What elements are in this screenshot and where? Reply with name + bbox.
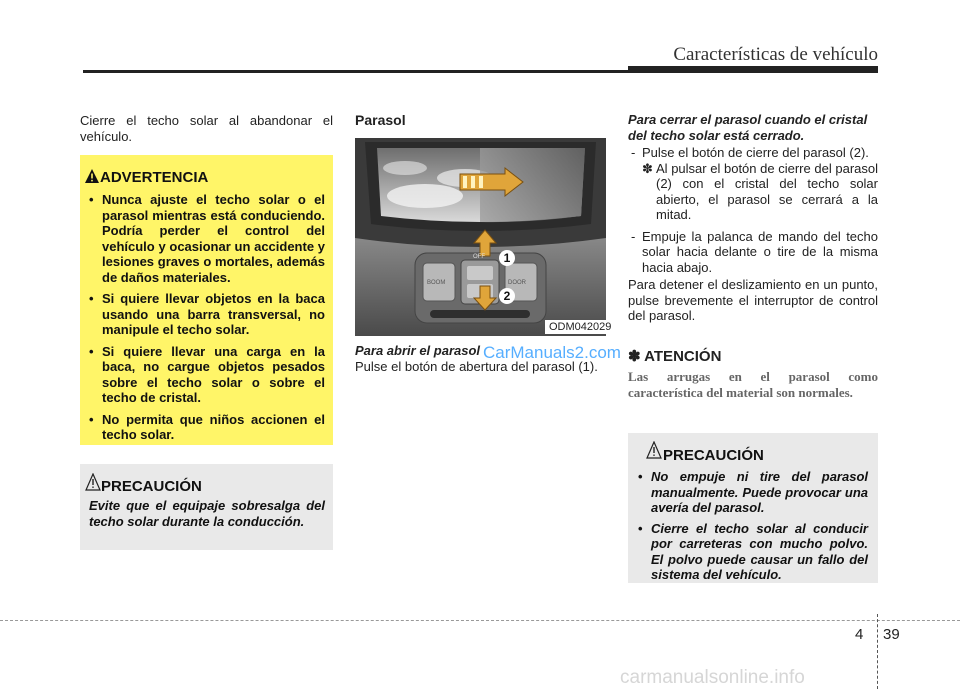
callout-1: 1 bbox=[499, 250, 515, 266]
figure-button-label: BOOM bbox=[427, 280, 446, 286]
warning-item: • No permita que niños accionen el techo solar. bbox=[89, 412, 325, 443]
warning-item: • Si quiere llevar objetos en la baca usando una barra transversal, no manipule el techo solar. bbox=[89, 291, 325, 338]
open-parasol-text: Pulse el botón de abertura del parasol (1). bbox=[355, 359, 598, 374]
close-steps bbox=[628, 145, 878, 324]
caution-text: Evite que el equipaje sobresalga del techo solar durante la conducción. bbox=[89, 498, 325, 529]
sunshade-illustration bbox=[355, 138, 606, 336]
close-steps-list bbox=[628, 145, 878, 161]
warning-triangle-icon bbox=[84, 168, 100, 184]
caution-list bbox=[638, 469, 868, 588]
figure-button-label: OFF bbox=[473, 254, 485, 260]
step-item: - Empuje la palanca de mando del techo solar hacia delante o tire de la misma hacia abajo. bbox=[628, 229, 878, 276]
caution-title: PRECAUCIÓN bbox=[101, 478, 202, 495]
header-rule-accent bbox=[628, 66, 878, 73]
chapter-number: 4 bbox=[855, 626, 864, 643]
caution-triangle-icon bbox=[646, 441, 662, 459]
note-text: Al pulsar el botón de cierre del parasol (2) con el cristal del techo solar abierto, el parasol se cerrará a la mitad. bbox=[656, 160, 878, 222]
caution-triangle-icon bbox=[85, 473, 101, 491]
callout-2: 2 bbox=[499, 288, 515, 304]
page-header-title: Características de vehículo bbox=[673, 44, 878, 65]
watermark-carmanualsonline: carmanualsonline.info bbox=[620, 667, 805, 688]
close-steps-list-2 bbox=[628, 229, 878, 276]
subtitle-close-parasol: Para cerrar el parasol cuando el cristal del techo solar está cerrado. bbox=[628, 112, 868, 143]
section-title-parasol: Parasol bbox=[355, 112, 406, 128]
caution-item: • Cierre el techo solar al conducir por carreteras con mucho polvo. El polvo puede causar un fallo del sistema del vehículo. bbox=[638, 521, 868, 583]
figure-button-label: DOOR bbox=[508, 280, 526, 286]
warning-list bbox=[89, 192, 325, 449]
watermark-carmanuals2: CarManuals2.com bbox=[483, 343, 621, 362]
caution-box-luggage bbox=[80, 464, 333, 550]
caution-item: • No empuje ni tire del parasol manualmente. Puede provocar una avería del parasol. bbox=[638, 469, 868, 516]
warning-item: • Si quiere llevar una carga en la baca, no cargue objetos pesados sobre el techo solar o sobre el techo de cristal. bbox=[89, 344, 325, 406]
page-number: 39 bbox=[883, 626, 900, 643]
footer-divider bbox=[877, 614, 878, 689]
caution-box-parasol bbox=[628, 433, 878, 583]
warning-item: • Nunca ajuste el techo solar o el parasol mientras está conduciendo. Podría perder el control del vehículo y ocasionar un accidente y lesiones graves o mortales, además de daños materiales. bbox=[89, 192, 325, 285]
figure-caption: ODM042029 bbox=[545, 320, 615, 334]
intro-paragraph: Cierre el techo solar al abandonar el vehículo. bbox=[80, 113, 333, 144]
warning-title: ADVERTENCIA bbox=[100, 169, 209, 186]
note-mark-icon: ✽ bbox=[642, 160, 653, 176]
footer-dashed-rule bbox=[0, 620, 960, 621]
note-paragraph bbox=[628, 161, 878, 223]
stop-paragraph: Para detener el deslizamiento en un punto, pulse brevemente el interruptor de control del parasol. bbox=[628, 277, 878, 323]
step-item: - Pulse el botón de cierre del parasol (2). bbox=[628, 145, 878, 161]
sunshade-figure bbox=[355, 138, 606, 336]
attention-text: Las arrugas en el parasol como característica del material son normales. bbox=[628, 369, 878, 400]
warning-box bbox=[80, 155, 333, 445]
subtitle-open-parasol: Para abrir el parasol bbox=[355, 343, 481, 358]
caution-title: PRECAUCIÓN bbox=[663, 447, 764, 464]
attention-title: ✽ ATENCIÓN bbox=[628, 348, 722, 365]
